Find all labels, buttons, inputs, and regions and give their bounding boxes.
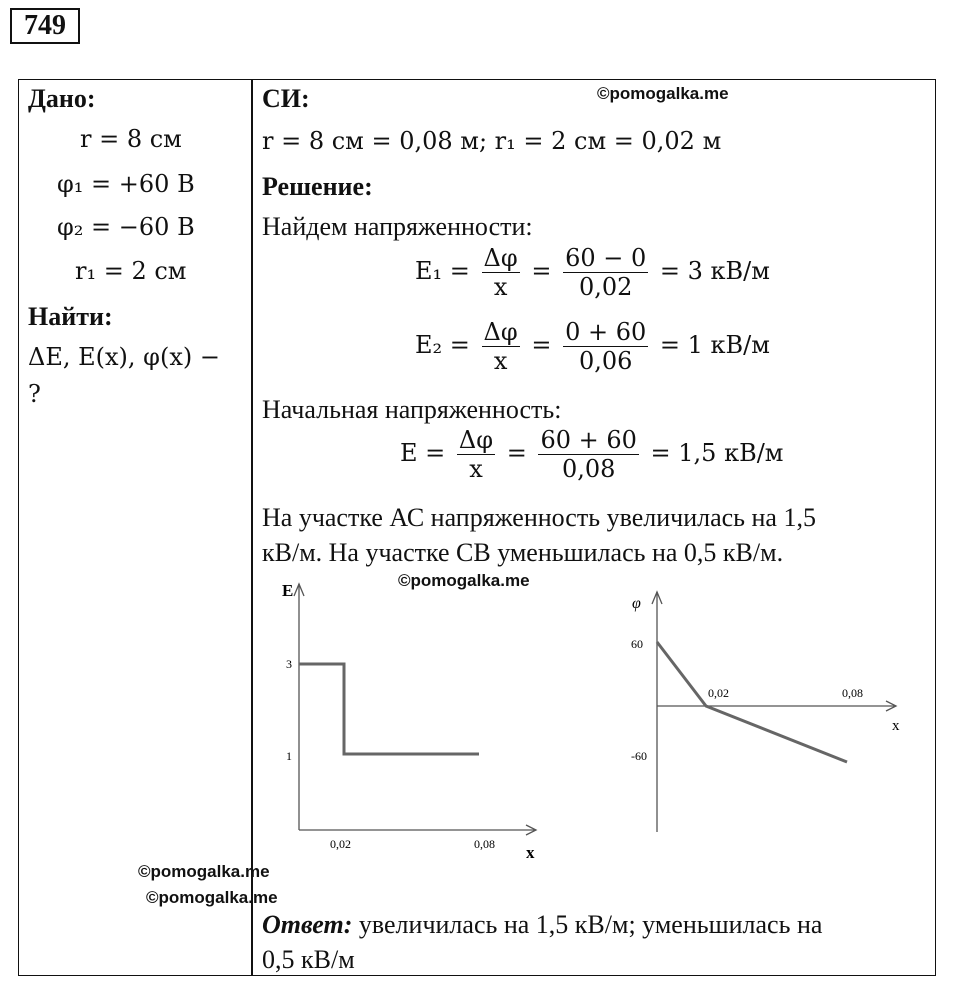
e2-frac1-num: Δφ [483, 318, 518, 346]
e0-frac2-den: 0,08 [561, 455, 616, 483]
e1-frac1-den: x [493, 273, 508, 301]
e2-frac1-den: x [493, 347, 508, 375]
e0-frac1-den: x [469, 455, 483, 483]
initial-field-label: Начальная напряженность: [262, 395, 562, 424]
conclusion-line-2: кВ/м. На участке СВ уменьшилась на 0,5 кВ/м. [262, 538, 784, 567]
watermark-bottom-1: ©pomogalka.me [138, 862, 270, 881]
e-tick-0-02: 0,02 [330, 837, 351, 851]
chart-e-field [270, 572, 560, 872]
e1-lhs: E₁ = [415, 257, 470, 285]
solution-intro: Найдем напряженности: [262, 212, 533, 241]
si-conversion: r = 8 см = 0,08 м; r₁ = 2 см = 0,02 м [262, 127, 722, 155]
e-axis-label: E [282, 581, 294, 600]
e2-lhs: E₂ = [415, 331, 470, 359]
phi-axes [652, 592, 896, 832]
phi-axis-label: φ [632, 595, 641, 612]
conclusion-line-1: На участке АС напряженность увеличилась на 1,5 [262, 503, 816, 532]
e-tick-3: 3 [286, 657, 292, 671]
phi-tick-neg-60: -60 [631, 749, 647, 763]
e0-frac2-num: 60 + 60 [540, 426, 637, 454]
formula-e2: E₂ = $\frac{\Delta\varphi}{x}$ = $\frac{0 + 60}{0,06}$ = 1 кВ/м [415, 318, 770, 375]
watermark-bottom-2: ©pomogalka.me [146, 888, 278, 907]
given-item-phi1: φ₁ = +60 В [57, 170, 195, 198]
e1-frac-delta [482, 244, 520, 301]
e1-frac2-den: 0,02 [578, 273, 633, 301]
find-line-1: ΔE, E(x), φ(x) − [28, 343, 220, 371]
e0-frac-delta [457, 426, 495, 483]
e-tick-0-08: 0,08 [474, 837, 495, 851]
formula-e1: E₁ = $\frac{\Delta\varphi}{x}$ = $\frac{60 - 0}{0,02}$ = 3 кВ/м [415, 244, 770, 301]
answer-line-1 [262, 910, 822, 940]
e-axes [294, 584, 536, 835]
e-tick-1: 1 [286, 749, 292, 763]
e2-frac2-num: 0 + 60 [565, 318, 647, 346]
e1-frac1-num: Δφ [483, 244, 518, 272]
e0-result: = 1,5 кВ/м [650, 439, 784, 467]
find-line-2: ? [28, 380, 41, 408]
chart-potential [610, 580, 910, 840]
e2-frac-values [563, 318, 648, 375]
e0-frac1-num: Δφ [458, 426, 494, 454]
e0-frac-values [538, 426, 638, 483]
phi-tick-0-02: 0,02 [708, 686, 729, 700]
e2-result: = 1 кВ/м [659, 331, 770, 359]
e1-frac-values [563, 244, 648, 301]
watermark-middle: ©pomogalka.me [398, 571, 530, 590]
watermark-top: ©pomogalka.me [597, 84, 729, 103]
given-item-phi2: φ₂ = −60 В [57, 213, 195, 241]
e2-frac2-den: 0,06 [578, 347, 633, 375]
answer-text-1: увеличилась на 1,5 кВ/м; уменьшилась на [358, 910, 823, 939]
si-heading: СИ: [262, 84, 310, 113]
given-item-r: r = 8 см [80, 125, 182, 153]
e-x-axis-label: x [526, 843, 535, 862]
e-series-line [299, 664, 479, 754]
e1-frac2-num: 60 − 0 [565, 244, 647, 272]
phi-tick-0-08: 0,08 [842, 686, 863, 700]
e1-result: = 3 кВ/м [659, 257, 770, 285]
phi-series-line [657, 642, 847, 762]
solution-heading: Решение: [262, 172, 373, 201]
e2-frac-delta [482, 318, 520, 375]
e0-lhs: E = [400, 439, 446, 467]
given-heading: Дано: [28, 84, 96, 113]
phi-tick-60: 60 [631, 637, 643, 651]
given-item-r1: r₁ = 2 см [75, 257, 187, 285]
column-divider [251, 79, 253, 976]
problem-number: 749 [10, 8, 80, 44]
find-heading: Найти: [28, 302, 113, 331]
answer-label: Ответ: [262, 910, 353, 939]
phi-x-axis-label: x [892, 718, 900, 734]
answer-line-2: 0,5 кВ/м [262, 945, 355, 974]
formula-e0: E = $\frac{\Delta\varphi}{x}$ = $\frac{60 + 60}{0,08}$ = 1,5 кВ/м [400, 426, 784, 483]
